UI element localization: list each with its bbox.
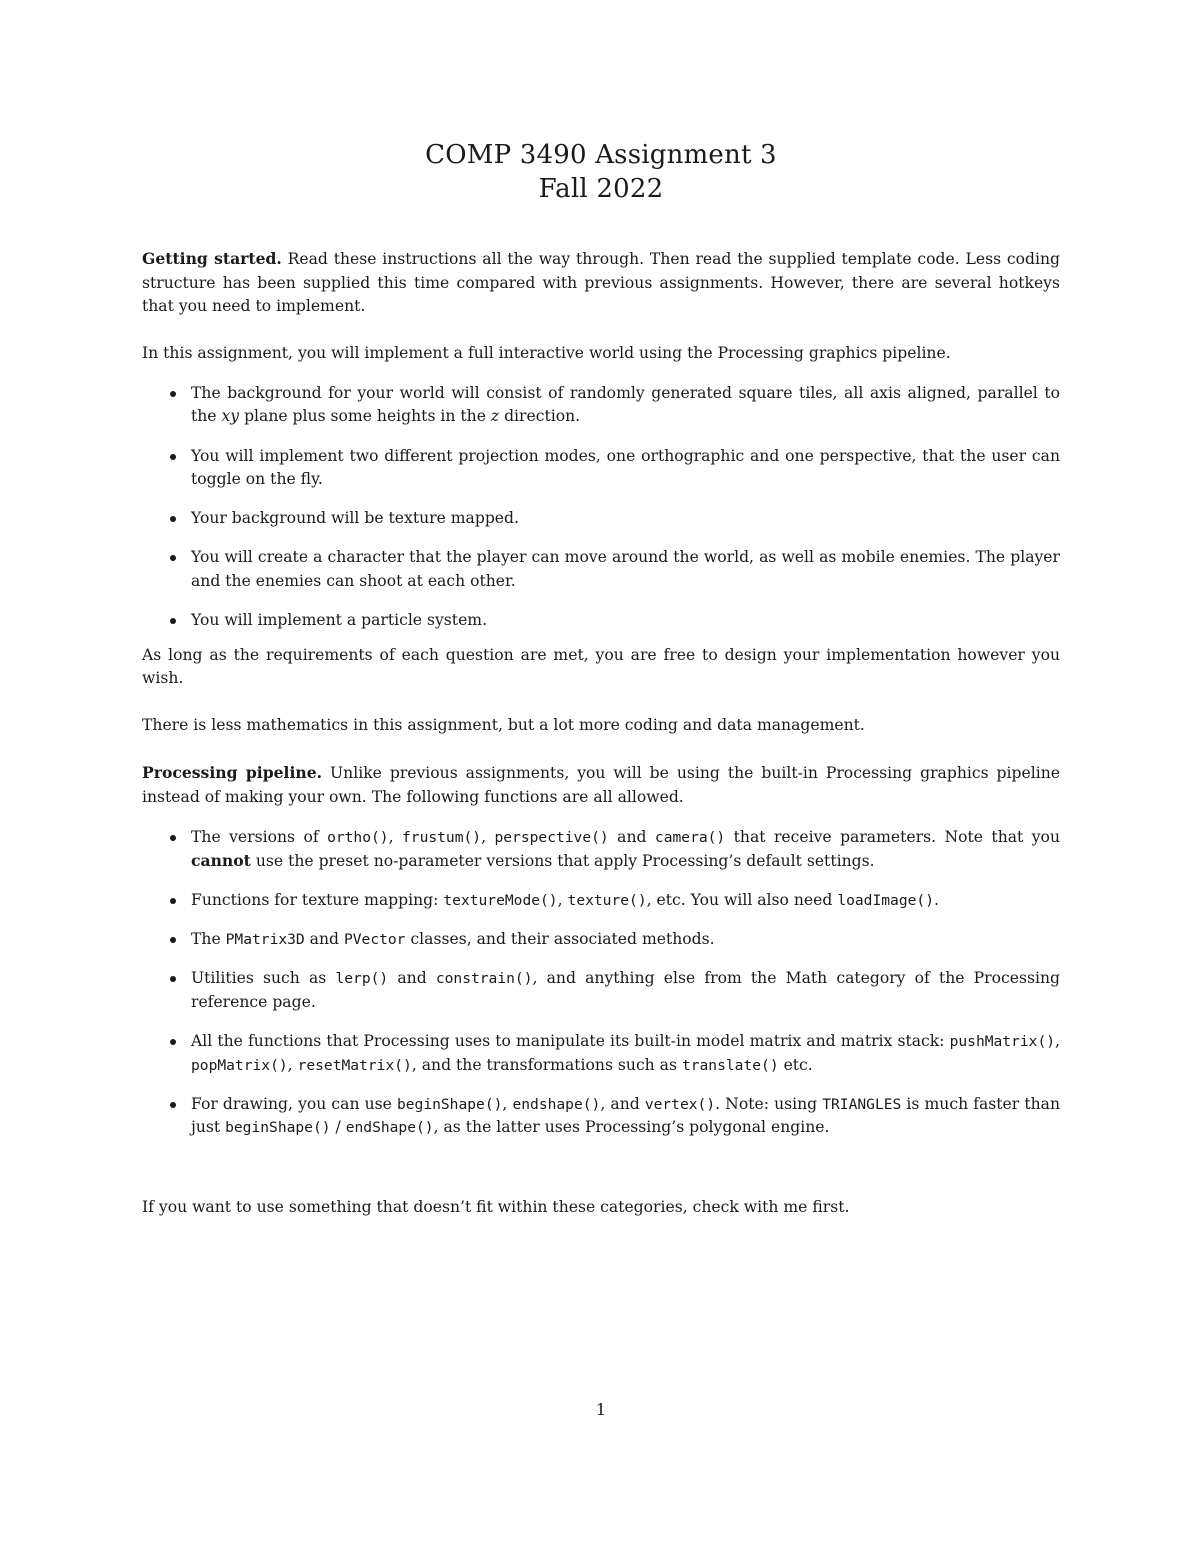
pipeline-text: Unlike previous assignments, you will be using the built-in Processing graphics pipeline instead of making your own. The following functions are all allowed. [142, 764, 1060, 806]
code-pushmatrix: pushMatrix() [949, 1033, 1056, 1051]
code-constrain: constrain() [435, 970, 533, 988]
allowed-functions-list [142, 826, 1060, 1140]
code-beginshape: beginShape() [225, 1119, 331, 1137]
feature-list [142, 382, 1060, 633]
intro-paragraph: In this assignment, you will implement a full interactive world using the Processing graphics pipeline. [142, 344, 951, 363]
bullet-icon [170, 1039, 176, 1045]
code-perspective: perspective() [494, 828, 609, 846]
getting-started-paragraph [142, 247, 1060, 319]
list-item: For drawing, you can use beginShape(), endshape(), and vertex(). Note: using TRIANGLES is much faster than just beginShape() / endShape(), as the latter uses Processing’s polygonal engine. [142, 1093, 1060, 1140]
code-lerp: lerp() [335, 970, 389, 988]
list-item: The PMatrix3D and PVector classes, and their associated methods. [142, 928, 1060, 952]
code-resetmatrix: resetMatrix() [297, 1056, 412, 1074]
code-endshape: endshape() [512, 1095, 601, 1113]
closing-paragraph: If you want to use something that doesn’t fit within these categories, check with me first. [142, 1198, 850, 1217]
list-item: You will implement a particle system. [142, 609, 1060, 633]
freedom-paragraph: As long as the requirements of each question are met, you are free to design your implementation however you wish. [142, 645, 1060, 688]
math-xy: xy [221, 407, 240, 426]
document-term: Fall 2022 [538, 174, 664, 204]
list-item: Utilities such as lerp() and constrain(), and anything else from the Math category of the Processing reference page. [142, 967, 1060, 1014]
pipeline-heading: Processing pipeline. [142, 763, 323, 783]
list-item: You will create a character that the player can move around the world, as well as mobile enemies. The player and the enemies can shoot at each other. [142, 546, 1060, 593]
document-body [142, 247, 1060, 1220]
bullet-icon [170, 835, 176, 841]
document-title: COMP 3490 Assignment 3 [425, 140, 777, 170]
code-popmatrix: popMatrix() [191, 1056, 288, 1074]
bullet-icon [170, 454, 176, 460]
code-endshape: endShape() [345, 1119, 434, 1137]
bullet-icon [170, 555, 176, 561]
list-item: The versions of ortho(), frustum(), perspective() and camera() that receive parameters. Note that you cannot use the preset no-parameter versions that apply Processing’s default settings. [142, 826, 1060, 874]
emphasis-cannot: cannot [191, 851, 251, 871]
pipeline-paragraph [142, 761, 1060, 809]
code-pmatrix3d: PMatrix3D [225, 931, 305, 949]
list-item: Functions for texture mapping: textureMode(), texture(), etc. You will also need loadImage(). [142, 889, 1060, 913]
code-texturemode: textureMode() [443, 892, 558, 910]
title-block [142, 138, 1060, 206]
code-ortho: ortho() [327, 828, 389, 846]
getting-started-heading: Getting started. [142, 249, 282, 268]
getting-started-text: Read these instructions all the way through. Then read the supplied template code. Less coding structure has been supplied this time compared with previous assignments. However, there are several hotkeys that you need to implement. [142, 250, 1060, 316]
code-translate: translate() [681, 1056, 779, 1074]
code-triangles: TRIANGLES [822, 1095, 902, 1113]
bullet-icon [170, 937, 176, 943]
list-item: The background for your world will consist of randomly generated square tiles, all axis aligned, parallel to the xy plane plus some heights in the z direction. [142, 382, 1060, 429]
code-frustum: frustum() [402, 828, 482, 846]
list-item: Your background will be texture mapped. [142, 507, 1060, 531]
bullet-icon [170, 516, 176, 522]
bullet-icon [170, 976, 176, 982]
bullet-icon [170, 1102, 176, 1108]
code-texture: texture() [567, 892, 647, 910]
bullet-icon [170, 618, 176, 624]
code-beginshape: beginShape() [396, 1095, 503, 1113]
bullet-icon [170, 898, 176, 904]
math-z: z [490, 407, 500, 426]
list-item: All the functions that Processing uses to manipulate its built-in model matrix and matrix stack: pushMatrix(), popMatrix(), resetMatrix(), and the transformations such as translate() etc. [142, 1030, 1060, 1077]
code-loadimage: loadImage() [837, 892, 934, 910]
code-pvector: PVector [343, 931, 406, 949]
code-camera: camera() [654, 828, 726, 846]
code-vertex: vertex() [644, 1095, 716, 1113]
page-number: 1 [595, 1400, 607, 1419]
list-item: You will implement two different projection modes, one orthographic and one perspective, that the user can toggle on the fly. [142, 445, 1060, 492]
bullet-icon [170, 391, 176, 397]
less-math-paragraph: There is less mathematics in this assignment, but a lot more coding and data management. [142, 716, 865, 735]
